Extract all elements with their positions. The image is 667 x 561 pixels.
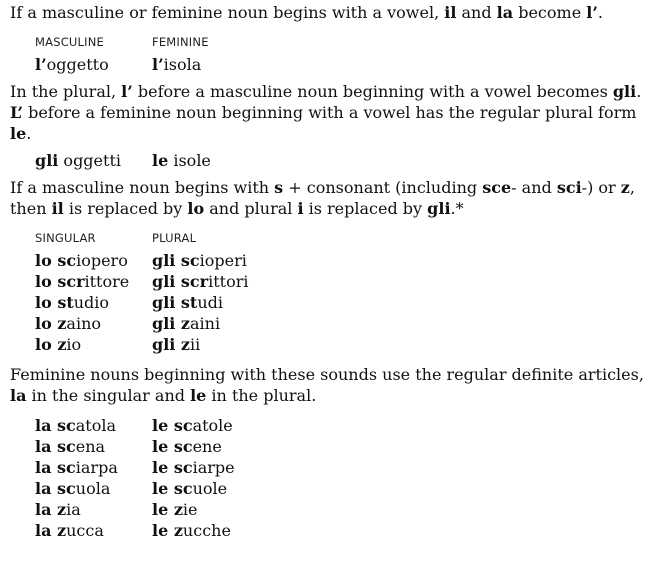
table-cell: gli scrittori	[152, 272, 249, 291]
bold-term: le	[190, 386, 207, 405]
bold-term: la z	[35, 500, 67, 519]
table-header: PLURAL	[152, 231, 197, 245]
table-cell: le scene	[152, 437, 222, 456]
table-header: MASCULINE	[35, 35, 105, 49]
bold-term: la z	[35, 521, 67, 540]
table-cell: la scatola	[35, 416, 117, 435]
bold-term: il	[444, 3, 457, 22]
table-cell: le zie	[152, 500, 198, 519]
table-cell: gli zii	[152, 335, 201, 354]
bold-term: le sc	[152, 479, 193, 498]
bold-term: lo sc	[35, 251, 77, 270]
intro-paragraph: If a masculine or feminine noun begins with a vowel, il and la become l’.	[10, 3, 603, 22]
document-page	[0, 2, 667, 541]
bold-term: s	[274, 178, 284, 197]
bold-term: l’	[35, 55, 47, 74]
plural-vowel-table	[35, 150, 657, 171]
table-cell: lo scrittore	[35, 272, 130, 291]
bold-term: le sc	[152, 458, 193, 477]
bold-term: lo z	[35, 335, 67, 354]
bold-term: la	[10, 386, 27, 405]
table-cell: gli studi	[152, 293, 223, 312]
bold-term: la sc	[35, 479, 76, 498]
singular-plural-table	[35, 230, 657, 355]
table-cell: gli zaini	[152, 314, 221, 333]
bold-term: z	[620, 178, 630, 197]
bold-term: gli z	[152, 335, 190, 354]
masc-fem-table	[35, 34, 657, 75]
bold-term: le	[10, 124, 27, 143]
table-cell: le zucche	[152, 521, 231, 540]
table-cell: lo zaino	[35, 314, 101, 333]
bold-term: gli z	[152, 314, 190, 333]
s-consonant-paragraph: If a masculine noun begins with s + consonant (including sce- and sci-) or z, then il is replaced by lo and plural i is replaced by gli.*	[10, 178, 635, 218]
feminine-paragraph: Feminine nouns beginning with these sounds use the regular definite articles, la in the singular and le in the plural.	[10, 365, 644, 405]
table-header: SINGULAR	[35, 231, 96, 245]
bold-term: gli sc	[152, 251, 200, 270]
bold-term: gli scr	[152, 272, 209, 291]
table-cell: la scuola	[35, 479, 111, 498]
table-cell: lo zio	[35, 335, 82, 354]
bold-term: gli	[612, 82, 637, 101]
bold-term: le	[152, 151, 169, 170]
bold-term: lo scr	[35, 272, 85, 291]
table-cell: la zucca	[35, 521, 104, 540]
table-cell: lo sciopero	[35, 251, 128, 270]
table-cell: le sciarpe	[152, 458, 235, 477]
table-cell: l’oggetto	[35, 55, 109, 74]
table-cell: la sciarpa	[35, 458, 118, 477]
bold-term: i	[297, 199, 304, 218]
table-header: FEMININE	[152, 35, 209, 49]
bold-term: lo z	[35, 314, 67, 333]
bold-term: l’	[121, 82, 133, 101]
bold-term: la	[496, 3, 514, 22]
bold-term: gli st	[152, 293, 198, 312]
bold-term: l’	[586, 3, 598, 22]
table-cell: gli scioperi	[152, 251, 247, 270]
bold-term: gli	[35, 151, 59, 170]
table-cell: l’isola	[152, 55, 202, 74]
table-cell: la scena	[35, 437, 106, 456]
table-cell: lo studio	[35, 293, 110, 312]
table-cell: gli oggetti	[35, 151, 121, 170]
bold-term: sci	[556, 178, 582, 197]
bold-term: il	[51, 199, 64, 218]
bold-term: l’	[152, 55, 164, 74]
bold-term: lo st	[35, 293, 74, 312]
feminine-table	[35, 415, 657, 541]
table-cell: la zia	[35, 500, 81, 519]
bold-term: lo	[187, 199, 205, 218]
bold-term: le sc	[152, 437, 193, 456]
bold-term: le sc	[152, 416, 193, 435]
bold-term: la sc	[35, 437, 76, 456]
bold-term: la sc	[35, 416, 76, 435]
bold-term: le z	[152, 521, 183, 540]
bold-term: le z	[152, 500, 183, 519]
table-cell: le scuole	[152, 479, 228, 498]
bold-term: L’	[10, 103, 23, 122]
table-cell: le isole	[152, 151, 211, 170]
plural-paragraph: In the plural, l’ before a masculine noun beginning with a vowel becomes gli. L’ before a feminine noun beginning with a vowel has the regular plural form le.	[10, 82, 642, 143]
bold-term: sce	[482, 178, 512, 197]
table-cell: le scatole	[152, 416, 233, 435]
bold-term: gli	[427, 199, 451, 218]
bold-term: la sc	[35, 458, 76, 477]
